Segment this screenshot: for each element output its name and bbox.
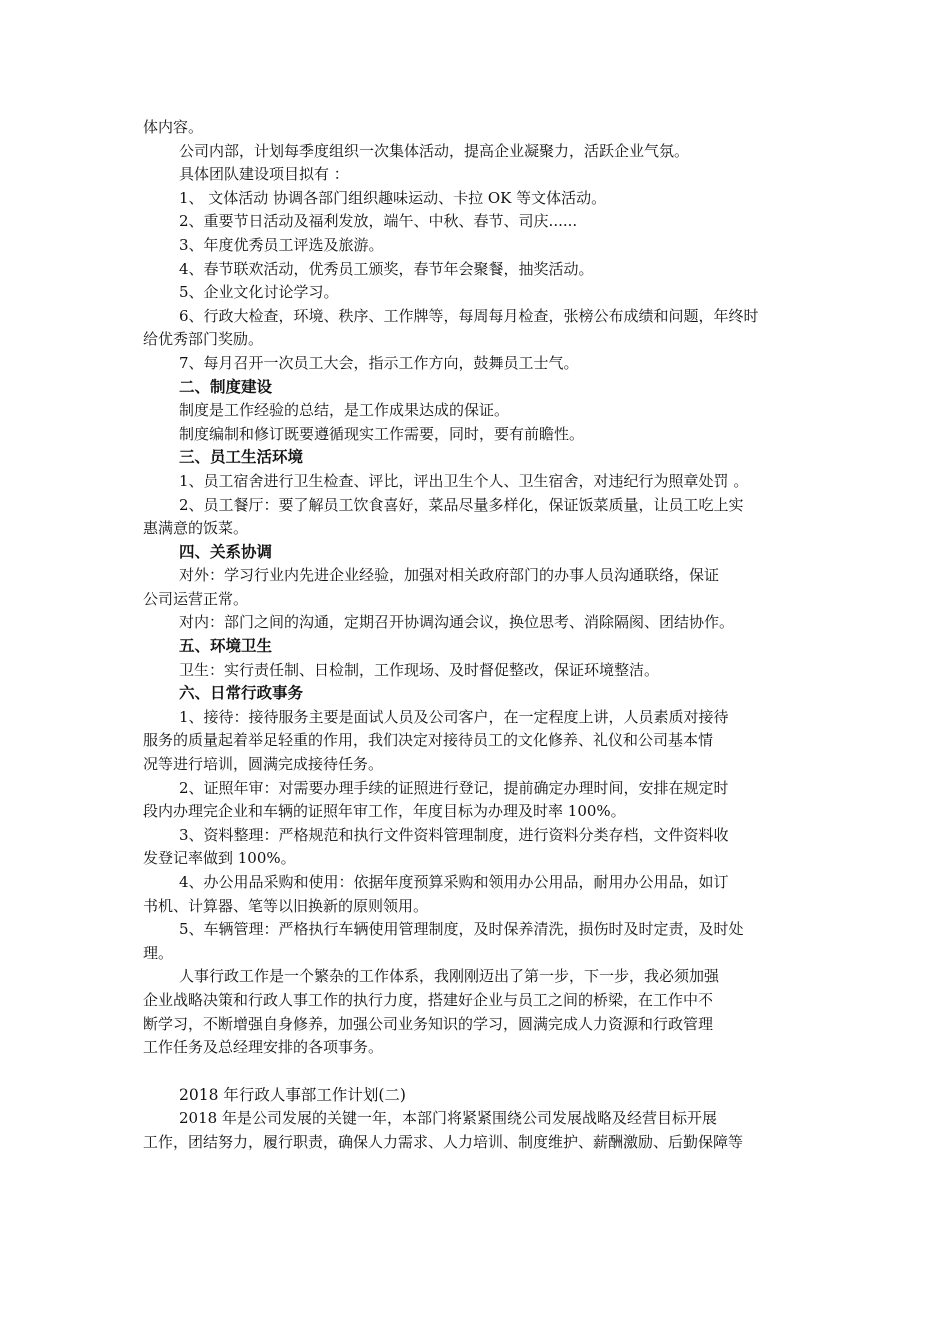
text-line: 段内办理完企业和车辆的证照年审工作，年度目标为办理及时率 100%。: [143, 802, 626, 821]
text-line: 理。: [143, 943, 174, 962]
text-line: 企业战略决策和行政人事工作的执行力度，搭建好企业与员工之间的桥梁，在工作中不: [143, 990, 714, 1009]
section-heading: 二、制度建设: [179, 377, 273, 396]
list-item: 6、行政大检查，环境、秩序、工作牌等，每周每月检查，张榜公布成绩和问题，年终时: [179, 306, 759, 325]
list-item: 4、春节联欢活动，优秀员工颁奖，春节年会聚餐，抽奖活动。: [179, 259, 594, 278]
section-heading: 六、日常行政事务: [179, 684, 304, 703]
text-line: 工作，团结努力，履行职责，确保人力需求、人力培训、制度维护、薪酬激励、后勤保障等: [143, 1132, 744, 1151]
text-line: 惠满意的饭菜。: [143, 519, 249, 538]
list-item: 2、重要节日活动及福利发放，端午、中秋、春节、司庆......: [179, 212, 578, 231]
paragraph-line: 对外：学习行业内先进企业经验，加强对相关政府部门的办事人员沟通联络，保证: [179, 566, 720, 585]
text-line: 给优秀部门奖励。: [143, 330, 264, 349]
section-heading: 五、环境卫生: [179, 637, 273, 656]
list-item: 5、车辆管理：严格执行车辆使用管理制度，及时保养清洗，损伤时及时定责，及时处: [179, 920, 744, 939]
list-item: 1、接待：接待服务主要是面试人员及公司客户，在一定程度上讲，人员素质对接待: [179, 707, 729, 726]
text-line: 工作任务及总经理安排的各项事务。: [143, 1038, 384, 1057]
text-line: 公司运营正常。: [143, 589, 249, 608]
list-item: 2、证照年审：对需要办理手续的证照进行登记，提前确定办理时间，安排在规定时: [179, 778, 729, 797]
paragraph-line: 制度是工作经验的总结，是工作成果达成的保证。: [179, 401, 510, 420]
section-heading: 四、关系协调: [179, 542, 273, 561]
paragraph-line: 制度编制和修订既要遵循现实工作需要，同时，要有前瞻性。: [179, 424, 585, 443]
text-line: 体内容。: [143, 118, 204, 136]
list-item: 1、员工宿舍进行卫生检查、评比，评出卫生个人、卫生宿舍，对违纪行为照章处罚 。: [179, 471, 749, 490]
paragraph-line: 卫生：实行责任制、日检制，工作现场、及时督促整改，保证环境整洁。: [179, 660, 660, 679]
text-line: 断学习，不断增强自身修养，加强公司业务知识的学习，圆满完成人力资源和行政管理: [143, 1014, 714, 1033]
section-heading: 三、员工生活环境: [179, 448, 304, 467]
paragraph-line: 2018 年是公司发展的关键一年，本部门将紧紧围绕公司发展战略及经营目标开展: [179, 1109, 717, 1128]
text-line: 书机、计算器、笔等以旧换新的原则领用。: [143, 896, 429, 915]
list-item: 3、年度优秀员工评选及旅游。: [179, 235, 384, 254]
text-line: 况等进行培训，圆满完成接待任务。: [143, 755, 384, 774]
list-item: 3、资料整理：严格规范和执行文件资料管理制度，进行资料分类存档，文件资料收: [179, 825, 729, 844]
list-item: 2、员工餐厅：要了解员工饮食喜好，菜品尽量多样化，保证饭菜质量，让员工吃上实: [179, 495, 744, 514]
list-item: 1、 文体活动 协调各部门组织趣味运动、卡拉 OK 等文体活动。: [179, 188, 607, 207]
list-item: 7、每月召开一次员工大会，指示工作方向，鼓舞员工士气。: [179, 353, 579, 372]
text-line: 服务的质量起着举足轻重的作用，我们决定对接待员工的文化修养、礼仪和公司基本情: [143, 731, 714, 750]
paragraph-line: 公司内部，计划每季度组织一次集体活动，提高企业凝聚力，活跃企业气氛。: [179, 141, 690, 160]
paragraph-line: 具体团队建设项目拟有 ：: [179, 165, 349, 184]
paragraph-line: 人事行政工作是一个繁杂的工作体系，我刚刚迈出了第一步，下一步，我必须加强: [179, 967, 720, 986]
paragraph-line: 对内：部门之间的沟通，定期召开协调沟通会议，换位思考、消除隔阂、团结协作。: [179, 613, 735, 632]
document-body: [143, 116, 807, 1155]
list-item: 5、企业文化讨论学习。: [179, 283, 339, 302]
text-line: 发登记率做到 100%。: [143, 849, 296, 868]
list-item: 4、办公用品采购和使用：依据年度预算采购和领用办公用品，耐用办公用品，如订: [179, 873, 729, 891]
blank-line: [143, 1060, 807, 1084]
document-subtitle: 2018 年行政人事部工作计划(二): [179, 1085, 406, 1104]
